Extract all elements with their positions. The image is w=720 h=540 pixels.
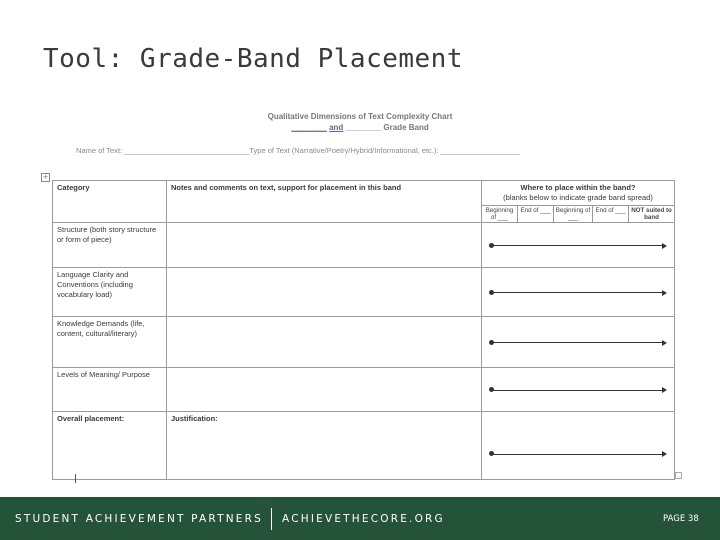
table-row (53, 268, 675, 317)
table-move-handle-icon[interactable]: + (42, 173, 49, 181)
header-where-line2: (blanks below to indicate grade band spread) (503, 193, 653, 202)
row-category: Knowledge Demands (life, content, cultural/literary) (53, 317, 167, 368)
placement-cell (482, 317, 675, 368)
row-category: Overall placement: (53, 412, 167, 480)
footer-site-link[interactable]: ACHIEVETHECORE.ORG (282, 513, 445, 525)
placement-cell (482, 268, 675, 317)
placement-arrow-icon (492, 390, 662, 391)
header-notes: Notes and comments on text, support for placement in this band (167, 181, 482, 223)
placement-cell (482, 368, 675, 412)
placement-arrow-icon (492, 342, 662, 343)
row-notes (167, 368, 482, 412)
row-category: Levels of Meaning/ Purpose (53, 368, 167, 412)
placement-arrow-icon (492, 245, 662, 246)
text-cursor (75, 474, 76, 483)
table-row (53, 317, 675, 368)
footer-bar (0, 497, 720, 540)
subheader-not-suited: NOT suited to band (629, 206, 675, 223)
document-image (36, 104, 684, 489)
band-blank-1: ________ (291, 123, 327, 132)
footer-divider (271, 508, 272, 530)
row-category: Structure (both story structure or form of piece) (53, 223, 167, 268)
placement-arrow-icon (492, 454, 662, 455)
subheader-beginning-1: Beginning of ___ (482, 206, 518, 223)
footer-brand: STUDENT ACHIEVEMENT PARTNERS (15, 513, 264, 525)
table-row (53, 412, 675, 480)
table-resize-handle-icon[interactable] (675, 472, 682, 479)
row-notes: Justification: (167, 412, 482, 480)
row-notes (167, 223, 482, 268)
complexity-table (52, 180, 675, 480)
band-blank-2: ________ (345, 123, 382, 132)
placement-cell (482, 412, 675, 480)
subheader-beginning-2: Beginning of ___ (554, 206, 593, 223)
table-row (53, 223, 675, 268)
name-of-text-line: Name of Text: ______________________________Type of Text (Narrative/Poetry/Hybrid/Informational, etc.): ___________________ (76, 146, 520, 155)
table-row (53, 368, 675, 412)
placement-arrow-icon (492, 292, 662, 293)
row-notes (167, 268, 482, 317)
subheader-end-2: End of ___ (593, 206, 629, 223)
placement-cell (482, 223, 675, 268)
subheader-end-1: End of ___ (518, 206, 554, 223)
slide-title: Tool: Grade-Band Placement (43, 44, 463, 74)
row-notes (167, 317, 482, 368)
header-where (482, 181, 675, 206)
band-suffix: Grade Band (383, 123, 429, 132)
grade-band-line (36, 123, 684, 132)
row-category: Language Clarity and Conventions (including vocabulary load) (53, 268, 167, 317)
header-where-line1: Where to place within the band? (520, 183, 636, 192)
chart-title: Qualitative Dimensions of Text Complexity Chart (267, 112, 453, 121)
band-and: and (329, 123, 344, 132)
page-number: PAGE 38 (663, 514, 699, 524)
header-category: Category (53, 181, 167, 223)
